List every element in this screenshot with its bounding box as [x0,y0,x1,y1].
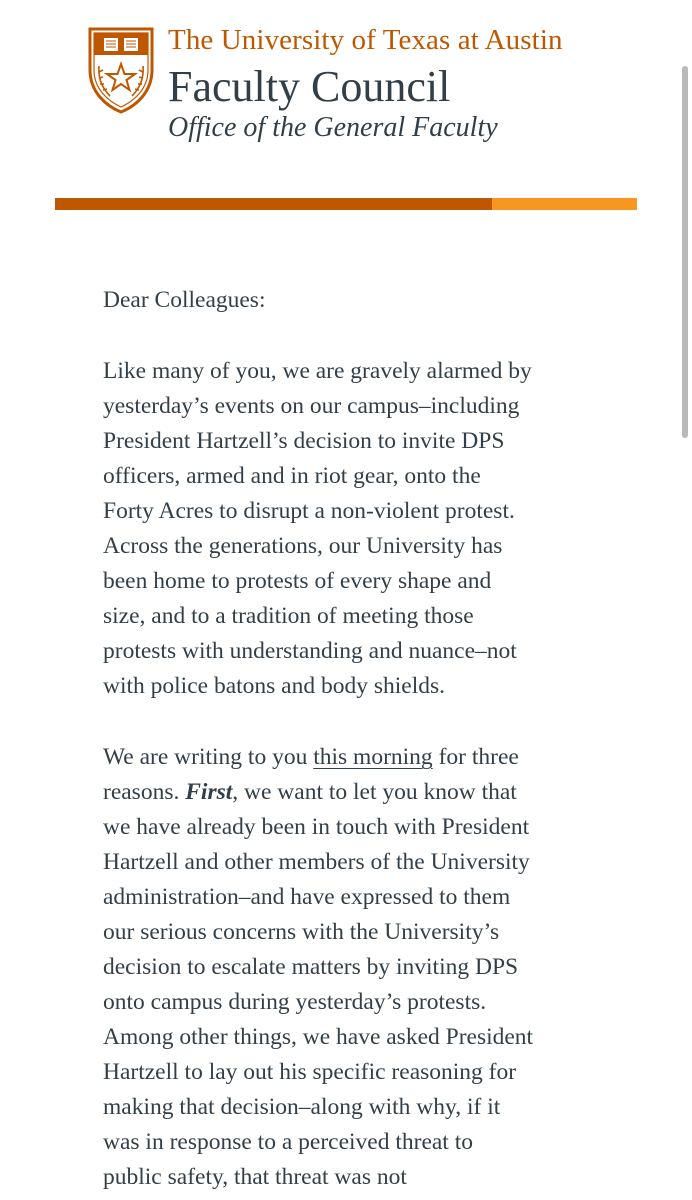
text-line: Among other things, we have asked President [103,1024,534,1050]
text-line: officers, armed and in riot gear, onto the [103,463,481,489]
header-rule-light [492,198,637,210]
text-fragment: , we want to let you know that [232,779,517,805]
paragraph-2 [103,740,663,1195]
text-line: making that decision–along with why, if it [103,1094,501,1120]
text-line: public safety, that threat was not [103,1164,407,1190]
text-line: Forty Acres to disrupt a non-violent protest. [103,498,515,524]
text-line: with police batons and body shields. [103,673,446,699]
text-line: onto campus during yesterday’s protests. [103,989,487,1015]
scrollbar[interactable] [682,66,688,438]
letterhead [86,24,646,164]
text-line: administration–and have expressed to them [103,884,511,910]
ut-seal-icon [86,26,156,114]
text-line: Hartzell and other members of the University [103,849,530,875]
text-fragment: We are writing to you [103,744,314,770]
letter-body [103,283,663,1200]
paragraph-1 [103,354,663,704]
salutation [103,283,663,318]
emphasis-first: First [185,779,233,805]
text-line: decision to escalate matters by inviting DPS [103,954,519,980]
header-rule-dark [55,198,492,210]
text-line: protests with understanding and nuance–not [103,638,517,664]
text-line: was in response to a perceived threat to [103,1129,473,1155]
text-line: Across the generations, our University has [103,533,503,559]
text-fragment: for three [432,744,519,770]
text-line: Hartzell to lay out his specific reasoning for [103,1059,517,1085]
text-line: been home to protests of every shape and [103,568,492,594]
council-name: Faculty Council [168,62,451,111]
office-name: Office of the General Faculty [168,112,498,143]
salutation-text: Dear Colleagues: [103,287,266,313]
text-fragment: reasons. [103,779,186,805]
text-line: yesterday’s events on our campus–including [103,393,520,419]
text-line: we have already been in touch with President [103,814,530,840]
text-line [103,775,663,810]
text-line: President Hartzell’s decision to invite DPS [103,428,505,454]
text-line: Like many of you, we are gravely alarmed by [103,358,532,384]
text-line [103,740,663,775]
text-line: size, and to a tradition of meeting those [103,603,474,629]
text-line: our serious concerns with the University’s [103,919,500,945]
this-morning-link[interactable]: this morning [313,744,433,770]
university-name: The University of Texas at Austin [168,24,563,56]
